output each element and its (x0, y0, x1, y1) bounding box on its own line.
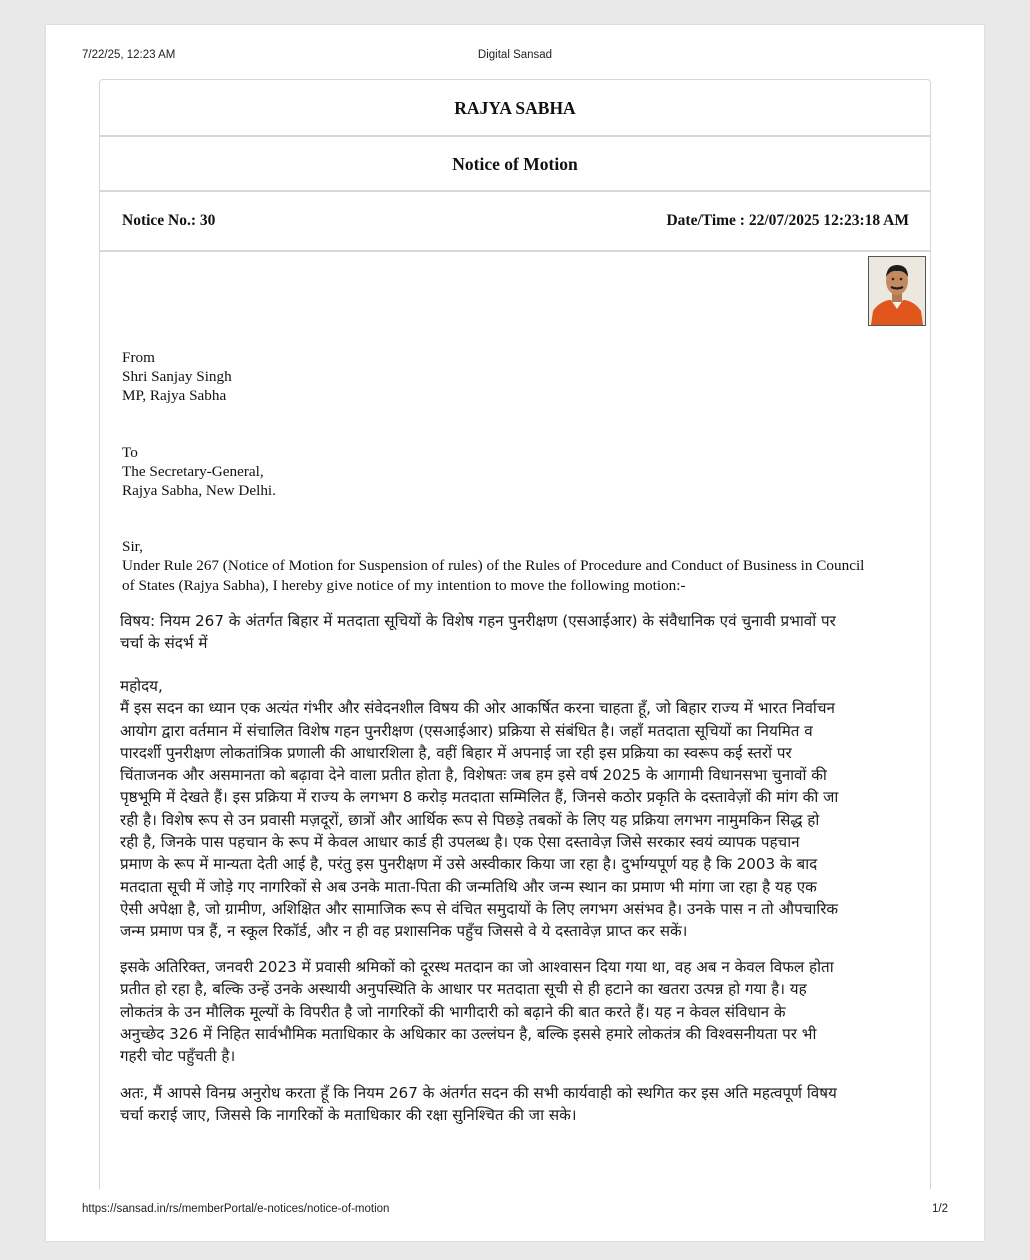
house-name: RAJYA SABHA (454, 98, 576, 118)
subject-line: विषय: नियम 267 के अंतर्गत बिहार में मतदाता सूचियों के विशेष गहन पुनरीक्षण (एसआईआर) के संवैधानिक एवं चुनावी प्रभावों पर (120, 612, 836, 630)
paragraph-line: महोदय, (120, 677, 163, 695)
paragraph-line: रही है, जिनके पास पहचान के रूप में केवल आधार कार्ड ही उपलब्ध है। एक ऐसा दस्तावेज़ जिसे सरकार स्वयं व्यापक पहचान (120, 833, 800, 852)
notice-datetime: Date/Time : 22/07/2025 12:23:18 AM (666, 212, 909, 229)
sender-name: Shri Sanjay Singh (122, 368, 232, 385)
rule-paragraph (122, 556, 914, 596)
to-block (122, 443, 914, 500)
printed-page (46, 25, 984, 1241)
to-label: To (122, 444, 138, 461)
from-label: From (122, 349, 155, 366)
print-timestamp: 7/22/25, 12:23 AM (82, 49, 176, 61)
print-page-number: 1/2 (932, 1203, 948, 1215)
paragraph-1 (120, 675, 920, 943)
from-block (122, 348, 914, 405)
notice-title: Notice of Motion (452, 154, 578, 174)
paragraph-line: मैं इस सदन का ध्यान एक अत्यंत गंभीर और संवेदनशील विषय की ओर आकर्षित करना चाहता हूँ, जो बिहार राज्य में भारत निर्वाचन (120, 699, 835, 718)
paragraph-line: ऐसी अपेक्षा है, जो ग्रामीण, अशिक्षित और सामाजिक रूप से वंचित समुदायों के लिए लगभग असंभव है। उनके पास न तो औपचारिक (120, 899, 839, 918)
member-photo (868, 256, 926, 326)
paragraph-line: पारदर्शी पुनरीक्षण लोकतांत्रिक प्रणाली की आधारशिला है, वहीं बिहार में अपनाई जा रही इस प्रक्रिया का स्वरूप कई स्तरों पर (120, 743, 792, 762)
divider (100, 135, 930, 137)
recipient: The Secretary-General, (122, 463, 264, 480)
subject-paragraph (120, 610, 920, 655)
paragraph-line: आयोग द्वारा वर्तमान में संचालित विशेष गहन पुनरीक्षण (एसआईआर) प्रक्रिया से संबंधित है। जहाँ मतदाता सूचियों का नियमित व (120, 721, 813, 740)
rule-line: of States (Rajya Sabha), I hereby give notice of my intention to move the following motion:- (122, 577, 686, 594)
divider (100, 190, 930, 192)
notice-number: Notice No.: 30 (122, 212, 216, 229)
paragraph-line: पृष्ठभूमि में देखते हैं। इस प्रक्रिया में राज्य के लगभग 8 करोड़ मतदाता सम्मिलित हैं, जिनसे कठोर प्रकृति के दस्तावेज़ों की मांग की जा (120, 788, 839, 807)
paragraph-line: अतः, मैं आपसे विनम्र अनुरोध करता हूँ कि नियम 267 के अंतर्गत सदन की सभी कार्यवाही को स्थगित कर इस अति महत्वपूर्ण विषय (120, 1084, 837, 1102)
paragraph-line: गहरी चोट पहुँचती है। (120, 1047, 236, 1066)
recipient-address: Rajya Sabha, New Delhi. (122, 482, 276, 499)
paragraph-2 (120, 956, 920, 1067)
print-url: https://sansad.in/rs/memberPortal/e-notices/notice-of-motion (82, 1203, 390, 1215)
paragraph-line: मतदाता सूची में जोड़े गए नागरिकों से अब उनके माता-पिता की जन्मतिथि और जन्म स्थान का प्रमाण भी मांगा जा रहा है यह एक (120, 877, 817, 896)
subject-line: चर्चा के संदर्भ में (120, 634, 208, 653)
paragraph-line: इसके अतिरिक्त, जनवरी 2023 में प्रवासी श्रमिकों को दूरस्थ मतदान का जो आश्वासन दिया गया था, वह अब न केवल विफल होता (120, 958, 834, 976)
paragraph-line: अनुच्छेद 326 में निहित सार्वभौमिक मताधिकार के अधिकार का उल्लंघन है, बल्कि इससे हमारे लोकतंत्र की विश्वसनीयता पर भी (120, 1024, 817, 1043)
sender-designation: MP, Rajya Sabha (122, 387, 227, 404)
rule-line: Under Rule 267 (Notice of Motion for Suspension of rules) of the Rules of Procedure and Conduct of Business in Council (122, 557, 865, 574)
divider (100, 250, 930, 252)
paragraph-line: प्रतीत हो रहा है, बल्कि उन्हें उनके अस्थायी अनुपस्थिति के आधार पर मतदाता सूची से ही हटाने का खतरा उत्पन्न हो गया है। यह (120, 980, 807, 999)
paragraph-line: चिंताजनक और असमानता को बढ़ावा देने वाला प्रतीत होता है, विशेषतः जब हम इसे वर्ष 2025 के आगामी विधानसभा चुनावों की (120, 766, 827, 785)
print-site-title: Digital Sansad (477, 49, 553, 61)
notice-frame (99, 79, 931, 1189)
paragraph-3 (120, 1082, 920, 1127)
paragraph-line: लोकतंत्र के उन मौलिक मूल्यों के विपरीत है जो नागरिकों की भागीदारी को बढ़ाने की बात करते हैं। यह न केवल संविधान के (120, 1002, 786, 1021)
paragraph-line: प्रमाण के रूप में मान्यता देती आई है, परंतु इस पुनरीक्षण में उसे अस्वीकार किया जा रहा है। दुर्भाग्यपूर्ण यह है कि 2003 के बाद (120, 855, 818, 874)
paragraph-line: जन्म प्रमाण पत्र हैं, न स्कूल रिकॉर्ड, और न ही वह प्रशासनिक पहुँच जिससे वे ये दस्तावेज़ प्राप्त कर सकें। (120, 922, 688, 941)
paragraph-line: चर्चा कराई जाए, जिससे कि नागरिकों के मताधिकार की रक्षा सुनिश्चित की जा सके। (120, 1106, 577, 1125)
salutation: Sir, (122, 538, 143, 555)
paragraph-line: रही है। विशेष रूप से उन प्रवासी मज़दूरों, छात्रों और आर्थिक रूप से पिछड़े तबकों के लिए यह प्रक्रिया लगभग नामुमकिन सिद्ध हो (120, 810, 820, 829)
